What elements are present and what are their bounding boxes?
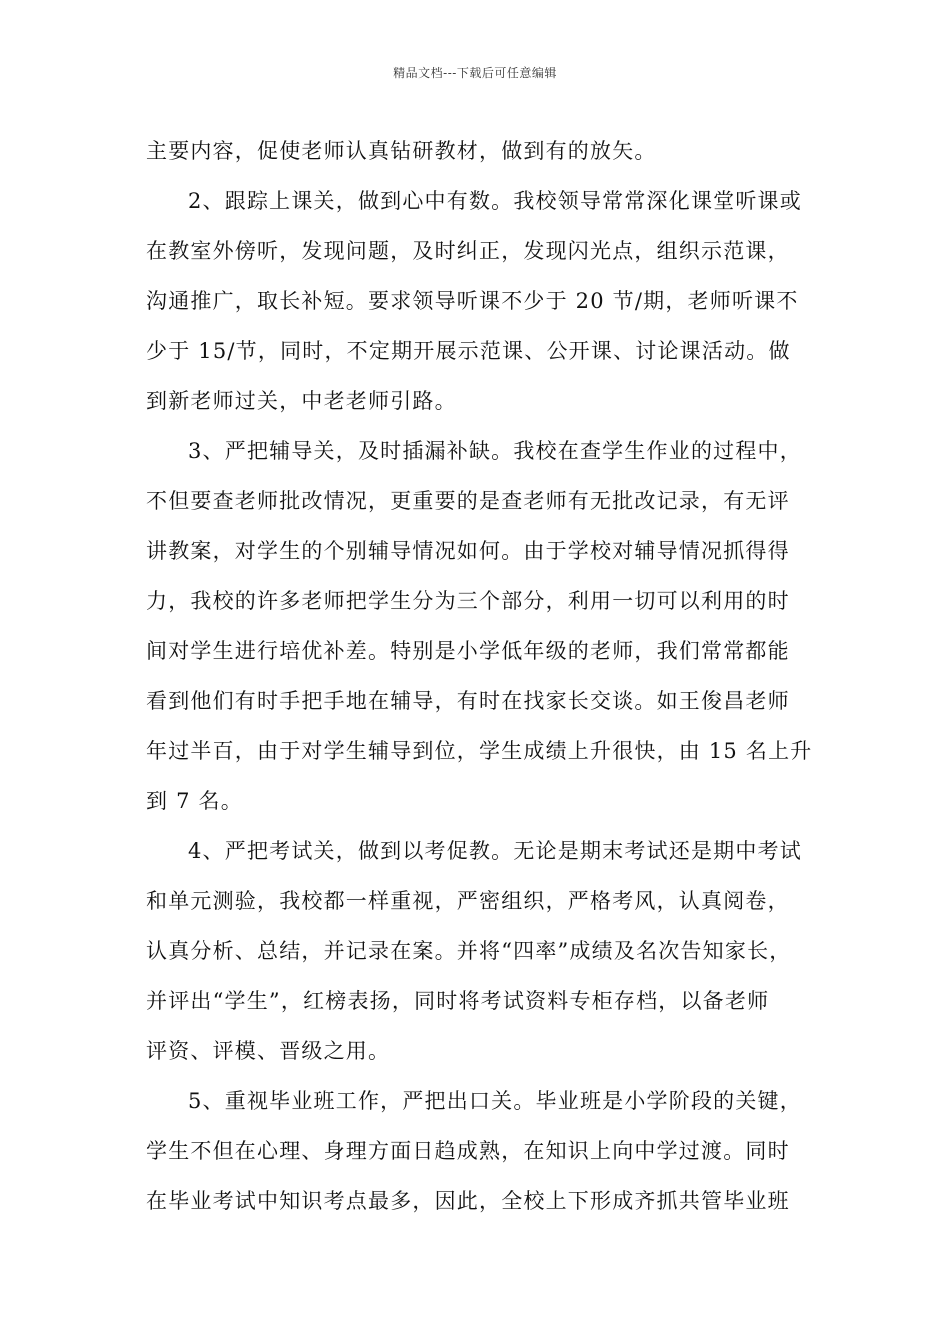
text-line: 看到他们有时手把手地在辅导，有时在找家长交谈。如王俊昌老师 [146, 689, 790, 713]
text-line: 学生不但在心理、身理方面日趋成熟，在知识上向中学过渡。同时 [146, 1139, 790, 1163]
paragraph-5-start: 5、重视毕业班工作，严把出口关。毕业班是小学阶段的关键， [188, 1089, 802, 1113]
text-line: 沟通推广，取长补短。要求领导听课不少于 20 节/期，老师听课不 [146, 289, 799, 313]
text-line: 主要内容，促使老师认真钻研教材，做到有的放矢。 [146, 139, 657, 163]
paragraph-2-start: 2、跟踪上课关，做到心中有数。我校领导常常深化课堂听课或 [188, 189, 802, 213]
text-line: 和单元测验，我校都一样重视，严密组织，严格考风，认真阅卷， [146, 889, 790, 913]
text-line: 不但要查老师批改情况，更重要的是查老师有无批改记录，有无评 [146, 489, 790, 513]
page-header: 精品文档---下载后可任意编辑 [393, 66, 557, 80]
text-line: 评资、评模、晋级之用。 [146, 1039, 391, 1063]
text-line: 在教室外傍听，发现问题，及时纠正，发现闪光点，组织示范课， [146, 239, 790, 263]
text-line: 并评出“学生”，红榜表扬，同时将考试资料专柜存档，以备老师 [146, 989, 770, 1013]
text-line: 到新老师过关，中老老师引路。 [146, 389, 457, 413]
text-line: 间对学生进行培优补差。特别是小学低年级的老师，我们常常都能 [146, 639, 790, 663]
text-line: 认真分析、总结，并记录在案。并将“四率”成绩及名次告知家长， [146, 939, 792, 963]
text-line: 到 7 名。 [146, 789, 243, 813]
paragraph-4-start: 4、严把考试关，做到以考促教。无论是期末考试还是期中考试 [188, 839, 802, 863]
text-line: 在毕业考试中知识考点最多，因此，全校上下形成齐抓共管毕业班 [146, 1189, 790, 1213]
text-line: 讲教案，对学生的个别辅导情况如何。由于学校对辅导情况抓得得 [146, 539, 790, 563]
text-line: 年过半百，由于对学生辅导到位，学生成绩上升很快，由 15 名上升 [146, 739, 813, 763]
text-line: 力，我校的许多老师把学生分为三个部分，利用一切可以利用的时 [146, 589, 790, 613]
paragraph-3-start: 3、严把辅导关，及时插漏补缺。我校在查学生作业的过程中， [188, 439, 802, 463]
text-line: 少于 15/节，同时，不定期开展示范课、公开课、讨论课活动。做 [146, 339, 791, 363]
